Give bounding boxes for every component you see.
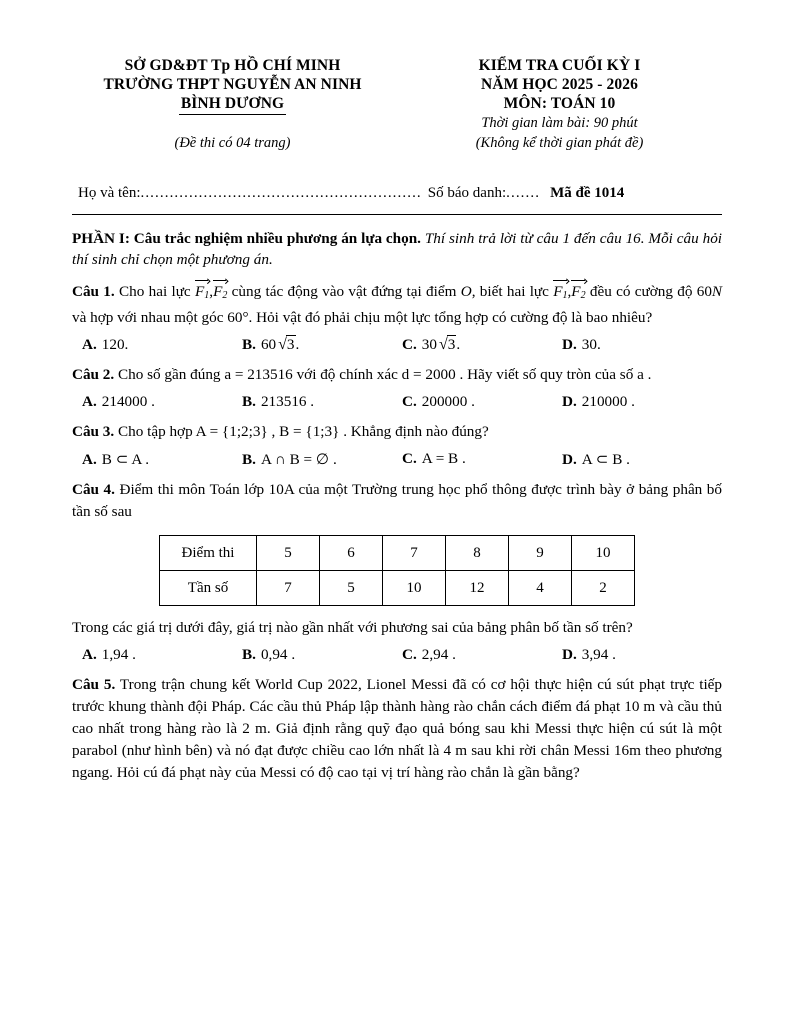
school-branch: BÌNH DƯƠNG — [72, 94, 393, 115]
school-department: SỞ GD&ĐT Tp HỒ CHÍ MINH — [124, 57, 341, 74]
candidate-info-row — [72, 185, 722, 202]
question-1-text-p2: cùng tác động vào vật đứng tại điểm — [231, 283, 457, 300]
question-1-options — [72, 336, 722, 354]
unit-newton: N — [711, 283, 723, 300]
page-content — [72, 56, 722, 784]
freq-cell-4: 12 — [446, 571, 509, 606]
part-1-title-italic: Thí sinh trả lời từ câu 1 đến câu 16. Mỗi câu hỏi thí sinh chỉ chọn một phương án. — [72, 230, 723, 268]
question-2 — [72, 364, 722, 386]
option-3-a[interactable]: A. B ⊂ A . — [82, 451, 150, 468]
document-header — [72, 56, 722, 153]
question-5-text: Trong trận chung kết World Cup 2022, Lionel Messi đã có cơ hội thực hiện cú sút phạt trực tiếp trước khung thành đội Pháp. Các cầu thủ Pháp lập thành hàng rào chắn cách điểm đá phạt 10 m và cầu thủ cao nhất trong hàng rào là 2 m. Giả định rằng quỹ đạo quả bóng sau khi Messi thực hiện cú sút là một parabol (như hình bên) và nó đạt được chiều cao lớn nhất là 4 m sau khi rời chân Messi 16m theo phương ngang. Hỏi cú đá phạt này của Messi có độ cao tại vị trí hàng rào chắn là gần bằng? — [72, 676, 723, 781]
sqrt-3-b: √3 — [278, 336, 295, 353]
header-right-block — [397, 56, 722, 153]
freq-cell-3: 10 — [383, 571, 446, 606]
duration-note: (Không kể thời gian phát đề) — [475, 135, 644, 151]
freq-cell-2: 5 — [320, 571, 383, 606]
score-cell-1: 5 — [257, 536, 320, 571]
question-4-after-table: Trong các giá trị dưới đây, giá trị nào gần nhất với phương sai của bảng phân bố tần số trên? — [72, 619, 633, 636]
question-1: Câu 1. Cho hai lực $F_1,F_2$ cùng tác động vào vật đứng tại điểm O, biết hai lực $F_1,F_2$ đều có cường độ 60N và hợp với nhau một góc 60°. Hỏi vật đó phải chịu một lực tổng hợp có cường độ là bao nhiêu? — [72, 280, 722, 329]
option-2-d[interactable]: D. 210000 . — [562, 393, 635, 410]
option-3-d[interactable]: D. A ⊂ B . — [562, 451, 630, 468]
question-2-options — [72, 393, 722, 411]
question-2-label: Câu 2. — [72, 366, 115, 383]
option-4-a[interactable]: A. 1,94 . — [82, 646, 136, 663]
candidate-number-line[interactable]: ....... — [506, 185, 541, 201]
score-cell-4: 8 — [446, 536, 509, 571]
freq-cell-5: 4 — [509, 571, 572, 606]
candidate-number-label: Số báo danh: — [427, 185, 507, 201]
option-3-c[interactable]: C. A = B . — [402, 450, 466, 467]
question-4-label: Câu 4. — [72, 481, 115, 498]
sqrt-3-c: √3 — [438, 336, 456, 353]
row-label-scores: Điểm thi — [160, 536, 257, 571]
vector-f1: $F_1$ — [195, 280, 209, 307]
page-count-note: (Đề thi có 04 trang) — [174, 135, 291, 151]
subject: MÔN: TOÁN 10 — [503, 95, 616, 112]
name-input-line[interactable]: .......................................................... — [140, 185, 422, 201]
part-1-title-bold: PHẦN I: Câu trắc nghiệm nhiều phương án lựa chọn. — [72, 230, 421, 247]
school-name: TRƯỜNG THPT NGUYỄN AN NINH — [103, 76, 362, 93]
option-2-b[interactable]: B. 213516 . — [242, 393, 315, 410]
option-2-c[interactable]: C. 200000 . — [402, 393, 475, 410]
question-4-options — [72, 646, 722, 664]
table-row-scores — [160, 536, 635, 571]
score-cell-3: 7 — [383, 536, 446, 571]
question-1-label: Câu 1. — [72, 283, 115, 300]
question-3-text: Cho tập hợp A = {1;2;3} , B = {1;3} . Khẳng định nào đúng? — [118, 423, 489, 440]
freq-cell-6: 2 — [572, 571, 635, 606]
option-1-d[interactable]: D. 30. — [562, 336, 601, 353]
point-o: O — [460, 283, 472, 300]
row-label-frequencies: Tần số — [160, 571, 257, 606]
exam-code: Mã đề 1014 — [550, 185, 625, 201]
school-year: NĂM HỌC 2025 - 2026 — [481, 76, 638, 93]
question-1-text-p1: Cho hai lực — [119, 283, 191, 300]
exam-title: KIỂM TRA CUỐI KỲ I — [478, 57, 641, 74]
part-1-title — [72, 228, 722, 270]
question-3 — [72, 421, 722, 443]
header-left-block — [72, 56, 397, 153]
score-cell-2: 6 — [320, 536, 383, 571]
option-3-b[interactable]: B. A ∩ B = ∅ . — [242, 451, 337, 468]
vector-f2-b: $F_2$ — [571, 280, 585, 307]
option-4-c[interactable]: C. 2,94 . — [402, 646, 456, 663]
question-4-text: Điểm thi môn Toán lớp 10A của một Trường trung học phổ thông được trình bày ở bảng phân bố tần số sau — [72, 481, 722, 520]
option-1-c[interactable]: C. 30 √3. — [402, 336, 461, 353]
table-row-frequencies — [160, 571, 635, 606]
vector-f1-b: $F_1$ — [553, 280, 567, 307]
question-5-label: Câu 5. — [72, 676, 116, 693]
header-divider — [72, 214, 722, 215]
question-4 — [72, 479, 722, 523]
question-3-options — [72, 450, 722, 469]
option-1-b[interactable]: B. 60 √3. — [242, 336, 300, 353]
frequency-table-wrap — [72, 535, 722, 606]
name-label: Họ và tên: — [78, 185, 141, 201]
duration: Thời gian làm bài: 90 phút — [481, 115, 638, 131]
option-4-d[interactable]: D. 3,94 . — [562, 646, 616, 663]
question-3-label: Câu 3. — [72, 423, 115, 440]
option-2-a[interactable]: A. 214000 . — [82, 393, 155, 410]
question-2-text: Cho số gần đúng a = 213516 với độ chính xác d = 2000 . Hãy viết số quy tròn của số a . — [118, 366, 652, 383]
option-4-b[interactable]: B. 0,94 . — [242, 646, 296, 663]
freq-cell-1: 7 — [257, 571, 320, 606]
score-cell-5: 9 — [509, 536, 572, 571]
vector-f2: $F_2$ — [213, 280, 227, 307]
option-1-a[interactable]: A. 120. — [82, 336, 129, 353]
frequency-table — [159, 535, 635, 606]
score-cell-6: 10 — [572, 536, 635, 571]
question-1-text-p5: và hợp với nhau một góc 60°. Hỏi vật đó phải chịu một lực tổng hợp có cường độ là bao nhiêu? — [72, 309, 653, 326]
question-1-text-p4: đều có cường độ 60 — [589, 283, 712, 300]
question-5 — [72, 674, 722, 784]
question-1-text-p3: , biết hai lực — [471, 283, 549, 300]
